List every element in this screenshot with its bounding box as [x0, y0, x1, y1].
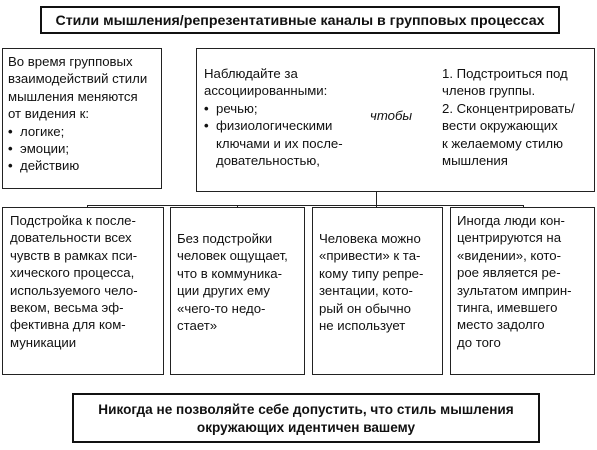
- text-line: центрируются на: [457, 230, 562, 246]
- left-line: Во время групповых: [8, 54, 133, 69]
- left-list-item-logic: • логике;: [8, 123, 156, 140]
- bottom-box-4-text: [457, 212, 588, 351]
- diagram-title-box: [40, 6, 560, 34]
- text-line: не использует: [319, 318, 406, 334]
- bottom-box-1: [2, 207, 164, 375]
- bottom-box-1-text: [10, 212, 156, 351]
- observation-intro-line: Наблюдайте за: [204, 66, 298, 81]
- left-line: от видения к:: [8, 106, 90, 122]
- text-line: что в коммуника-: [177, 265, 282, 281]
- footer-box: [72, 393, 540, 443]
- text-line: довательности всех: [10, 230, 132, 246]
- observation-box: [196, 48, 595, 192]
- connector-text: чтобы: [370, 108, 413, 123]
- text-line: стает»: [177, 318, 218, 334]
- text-line: чувств в рамках пси-: [10, 247, 138, 263]
- observation-item-physiology-cont: довательностью,: [216, 153, 320, 169]
- left-line: взаимодействий стили: [8, 71, 148, 87]
- text-line: «чего-то недо-: [177, 300, 266, 316]
- text-line: муникации: [10, 334, 77, 350]
- bottom-box-2: [170, 207, 305, 375]
- text-line: до того: [457, 334, 501, 350]
- text-line: используемого чело-: [10, 282, 138, 298]
- text-line: кому типу репре-: [319, 265, 424, 281]
- text-line: место задолго: [457, 317, 545, 333]
- bottom-box-3-text: [319, 230, 436, 334]
- text-line: хического процесса,: [10, 265, 135, 281]
- goal-2-line: вести окружающих: [442, 118, 558, 134]
- footer-line: Никогда не позволяйте себе допустить, что стиль мышления: [98, 402, 514, 417]
- left-line: мышления меняются: [8, 88, 138, 104]
- text-line: зультатом имприн-: [457, 282, 572, 298]
- goals-text: [442, 65, 594, 169]
- text-line: веком, весьма эф-: [10, 300, 124, 316]
- text-line: Человека можно: [319, 231, 421, 246]
- left-list: [8, 123, 156, 175]
- text-line: человек ощущает,: [177, 248, 288, 264]
- connector-line-vertical: [376, 192, 377, 205]
- text-line: Иногда люди кон-: [457, 213, 565, 228]
- text-line: Без подстройки: [177, 231, 273, 246]
- observation-text: [204, 65, 394, 169]
- bottom-box-3: [312, 207, 443, 375]
- left-box-text: [8, 53, 156, 175]
- left-box-thinking-styles: [2, 48, 162, 189]
- text-line: «привести» к та-: [319, 248, 421, 264]
- goal-2-line: мышления: [442, 153, 508, 169]
- goal-1-line: членов группы.: [442, 83, 536, 99]
- left-list-item-action: • действию: [8, 157, 156, 174]
- observation-intro-line: ассоциированными:: [204, 83, 328, 99]
- bottom-box-4: [450, 207, 595, 375]
- footer-line: окружающих идентичен вашему: [196, 420, 416, 435]
- observation-item-speech: • речью;: [204, 100, 394, 117]
- observation-item-physiology-cont: ключами и их после-: [216, 135, 343, 151]
- text-line: зентации, кото-: [319, 283, 413, 299]
- goal-1-line: 1. Подстроиться под: [442, 66, 568, 81]
- bottom-box-2-text: [177, 230, 298, 334]
- text-line: рый он обычно: [319, 300, 411, 316]
- text-line: ции других ему: [177, 283, 271, 299]
- text-line: фективна для ком-: [10, 317, 126, 333]
- observation-item-physiology: • физиологическими: [204, 117, 394, 134]
- text-line: тинга, имевшего: [457, 300, 558, 316]
- connector-line-horizontal: [87, 205, 523, 206]
- diagram-title: Стили мышления/репрезентативные каналы в групповых процессах: [55, 13, 545, 29]
- goal-2-line: 2. Сконцентрировать/: [442, 100, 575, 116]
- text-line: «видении», кото-: [457, 247, 561, 263]
- left-list-item-emotion: • эмоции;: [8, 140, 156, 157]
- text-line: Подстройка к после-: [10, 213, 136, 228]
- goal-2-line: к желаемому стилю: [442, 135, 563, 151]
- text-line: рое является ре-: [457, 265, 561, 281]
